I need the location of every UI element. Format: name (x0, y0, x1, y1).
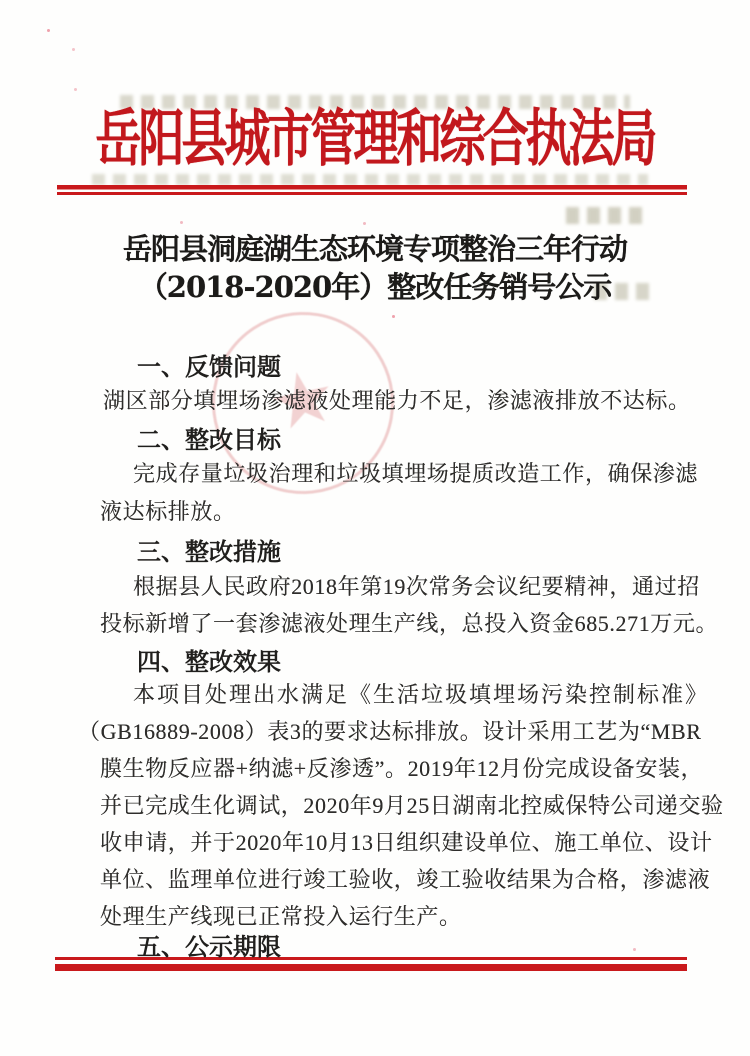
scan-speck (74, 88, 77, 91)
scan-speck (180, 221, 183, 224)
document-title-line2: （2018-2020年）整改任务销号公示 (138, 270, 612, 304)
section-2-heading: 二、整改目标 (137, 426, 281, 454)
scan-speck (47, 29, 50, 32)
scan-speck (72, 48, 75, 51)
section-2-line: 完成存量垃圾治理和垃圾填埋场提质改造工作，确保渗滤 (133, 461, 699, 486)
section-4-line: 膜生物反应器+纳滤+反渗透”。2019年12月份完成设备安装， (100, 756, 704, 781)
section-4-line: 收申请，并于2020年10月13日组织建设单位、施工单位、设计 (100, 830, 713, 855)
letterhead-divider-rule (57, 185, 687, 195)
star-icon: ★ (260, 351, 344, 450)
section-4-line: 并已完成生化调试，2020年9月25日湖南北控威保特公司递交验 (100, 793, 724, 818)
section-3-line: 投标新增了一套渗滤液处理生产线，总投入资金685.271万元。 (100, 611, 719, 636)
scan-speck (363, 222, 366, 225)
section-4-line: 单位、监理单位进行竣工验收，竣工验收结果为合格，渗滤液 (100, 867, 711, 892)
section-4-line: （GB16889-2008）表3的要求达标排放。设计采用工艺为“MBR (78, 719, 702, 744)
section-4-line: 本项目处理出水满足《生活垃圾填埋场污染控制标准》 (133, 682, 710, 707)
section-2-line: 液达标排放。 (100, 499, 236, 524)
letterhead-title: 岳阳县城市管理和综合执法局 (95, 101, 655, 174)
section-1-line: 湖区部分填埋场渗滤液处理能力不足，渗滤液排放不达标。 (103, 388, 691, 413)
scan-speck (392, 315, 395, 318)
section-3-line: 根据县人民政府2018年第19次常务会议纪要精神，通过招 (133, 574, 700, 599)
section-4-heading: 四、整改效果 (137, 648, 281, 676)
section-5-heading: 五、公示期限 (137, 933, 281, 961)
document-title-line1: 岳阳县洞庭湖生态环境专项整治三年行动 (122, 232, 627, 266)
bleedthrough-artifact (566, 207, 644, 224)
footer-rule-thick (55, 964, 687, 971)
section-3-heading: 三、整改措施 (137, 538, 281, 566)
bleedthrough-artifact (92, 174, 648, 185)
section-4-line: 处理生产线现已正常投入运行生产。 (100, 904, 462, 929)
scan-speck (633, 948, 636, 951)
section-1-heading: 一、反馈问题 (137, 353, 281, 381)
